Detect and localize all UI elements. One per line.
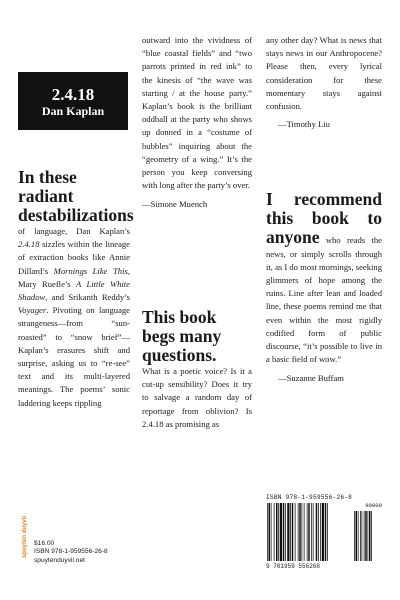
blurb-liu-headline: This book begs many questions. — [142, 307, 222, 365]
attribution-muench: —Simone Muench — [142, 199, 208, 210]
blurb-muench — [18, 167, 134, 410]
blurb-liu-text: What is a poetic voice? Is it a cut-up sensibility? Does it try to salvage a random day of reportage from oblivion? Is 2.4.18 as promising as — [142, 366, 252, 429]
price-label: $16.00 — [34, 540, 55, 547]
website-label: spuytenduyvil.net — [34, 556, 85, 564]
barcode-digits: 9 781959 556268 — [266, 563, 321, 570]
book-author: Dan Kaplan — [41, 104, 105, 118]
publisher-logo — [18, 512, 30, 560]
publisher-info — [34, 540, 108, 565]
blurb-liu-continued — [266, 34, 382, 131]
barcode-price-code: 90000 — [365, 502, 382, 509]
blurb-buffam-text: I recommend this book to anyone who reads the news, or simply scrolls through it, as I do most mornings, seeking glimmers of hope among the ruins. Line after lean and loaded line, these poems remind me that even within the most rigidly codified form of public discourse, “it’s possible to live in a basic field of wow.” — [266, 189, 383, 365]
publisher-logo-text: spuyten duyvil — [22, 515, 28, 558]
book-title: 2.4.18 — [51, 85, 95, 104]
blurb-muench-continued — [142, 34, 252, 212]
barcode-icon — [266, 503, 382, 563]
blurb-liu — [142, 308, 252, 431]
blurb-muench-text: of language, Dan Kaplan’s 2.4.18 sizzles within the lineage of extraction books like Annie Dillard’s Mornings Like This, Mary Ruefle’s A Little White Shadow, and Srikanth Reddy’s Voyager. Pivoting on language strangeness—from “sun-roasted” to “snow brief”—Kaplan’s erasures shift and surprise, asking us to “re-see” text and its multi-layered meanings. The poems’ sonic laddering keeps rippling — [18, 226, 130, 408]
blurb-buffam — [266, 190, 382, 386]
barcode-isbn-text: ISBN 978-1-959556-26-8 — [266, 494, 353, 501]
title-box — [18, 72, 128, 130]
attribution-buffam: —Suzanne Buffam — [278, 373, 344, 384]
attribution-liu: —Timothy Liu — [278, 119, 330, 130]
isbn-label: ISBN 978-1-959556-26-8 — [34, 548, 108, 556]
blurb-liu-continued-text: any other day? What is news that stays news in our Anthropocene? Please then, every lyrical consideration for these momentary stays against confusion. — [266, 35, 382, 112]
blurb-muench-headline: In these radiant destabilizations — [18, 167, 134, 225]
barcode-block — [266, 494, 382, 574]
blurb-muench-continued-text: outward into the vividness of “blue coastal fields” and “two parrots printed in red ink” to the kinesis of “the wave was starting / at the house party.” Kaplan’s book is the brilliant oddball at the party who shows up donned in a “costume of bubbles” inquiring about the “geometry of a wing.” It’s the person you keep conversing with long after the party’s over. — [142, 35, 252, 191]
